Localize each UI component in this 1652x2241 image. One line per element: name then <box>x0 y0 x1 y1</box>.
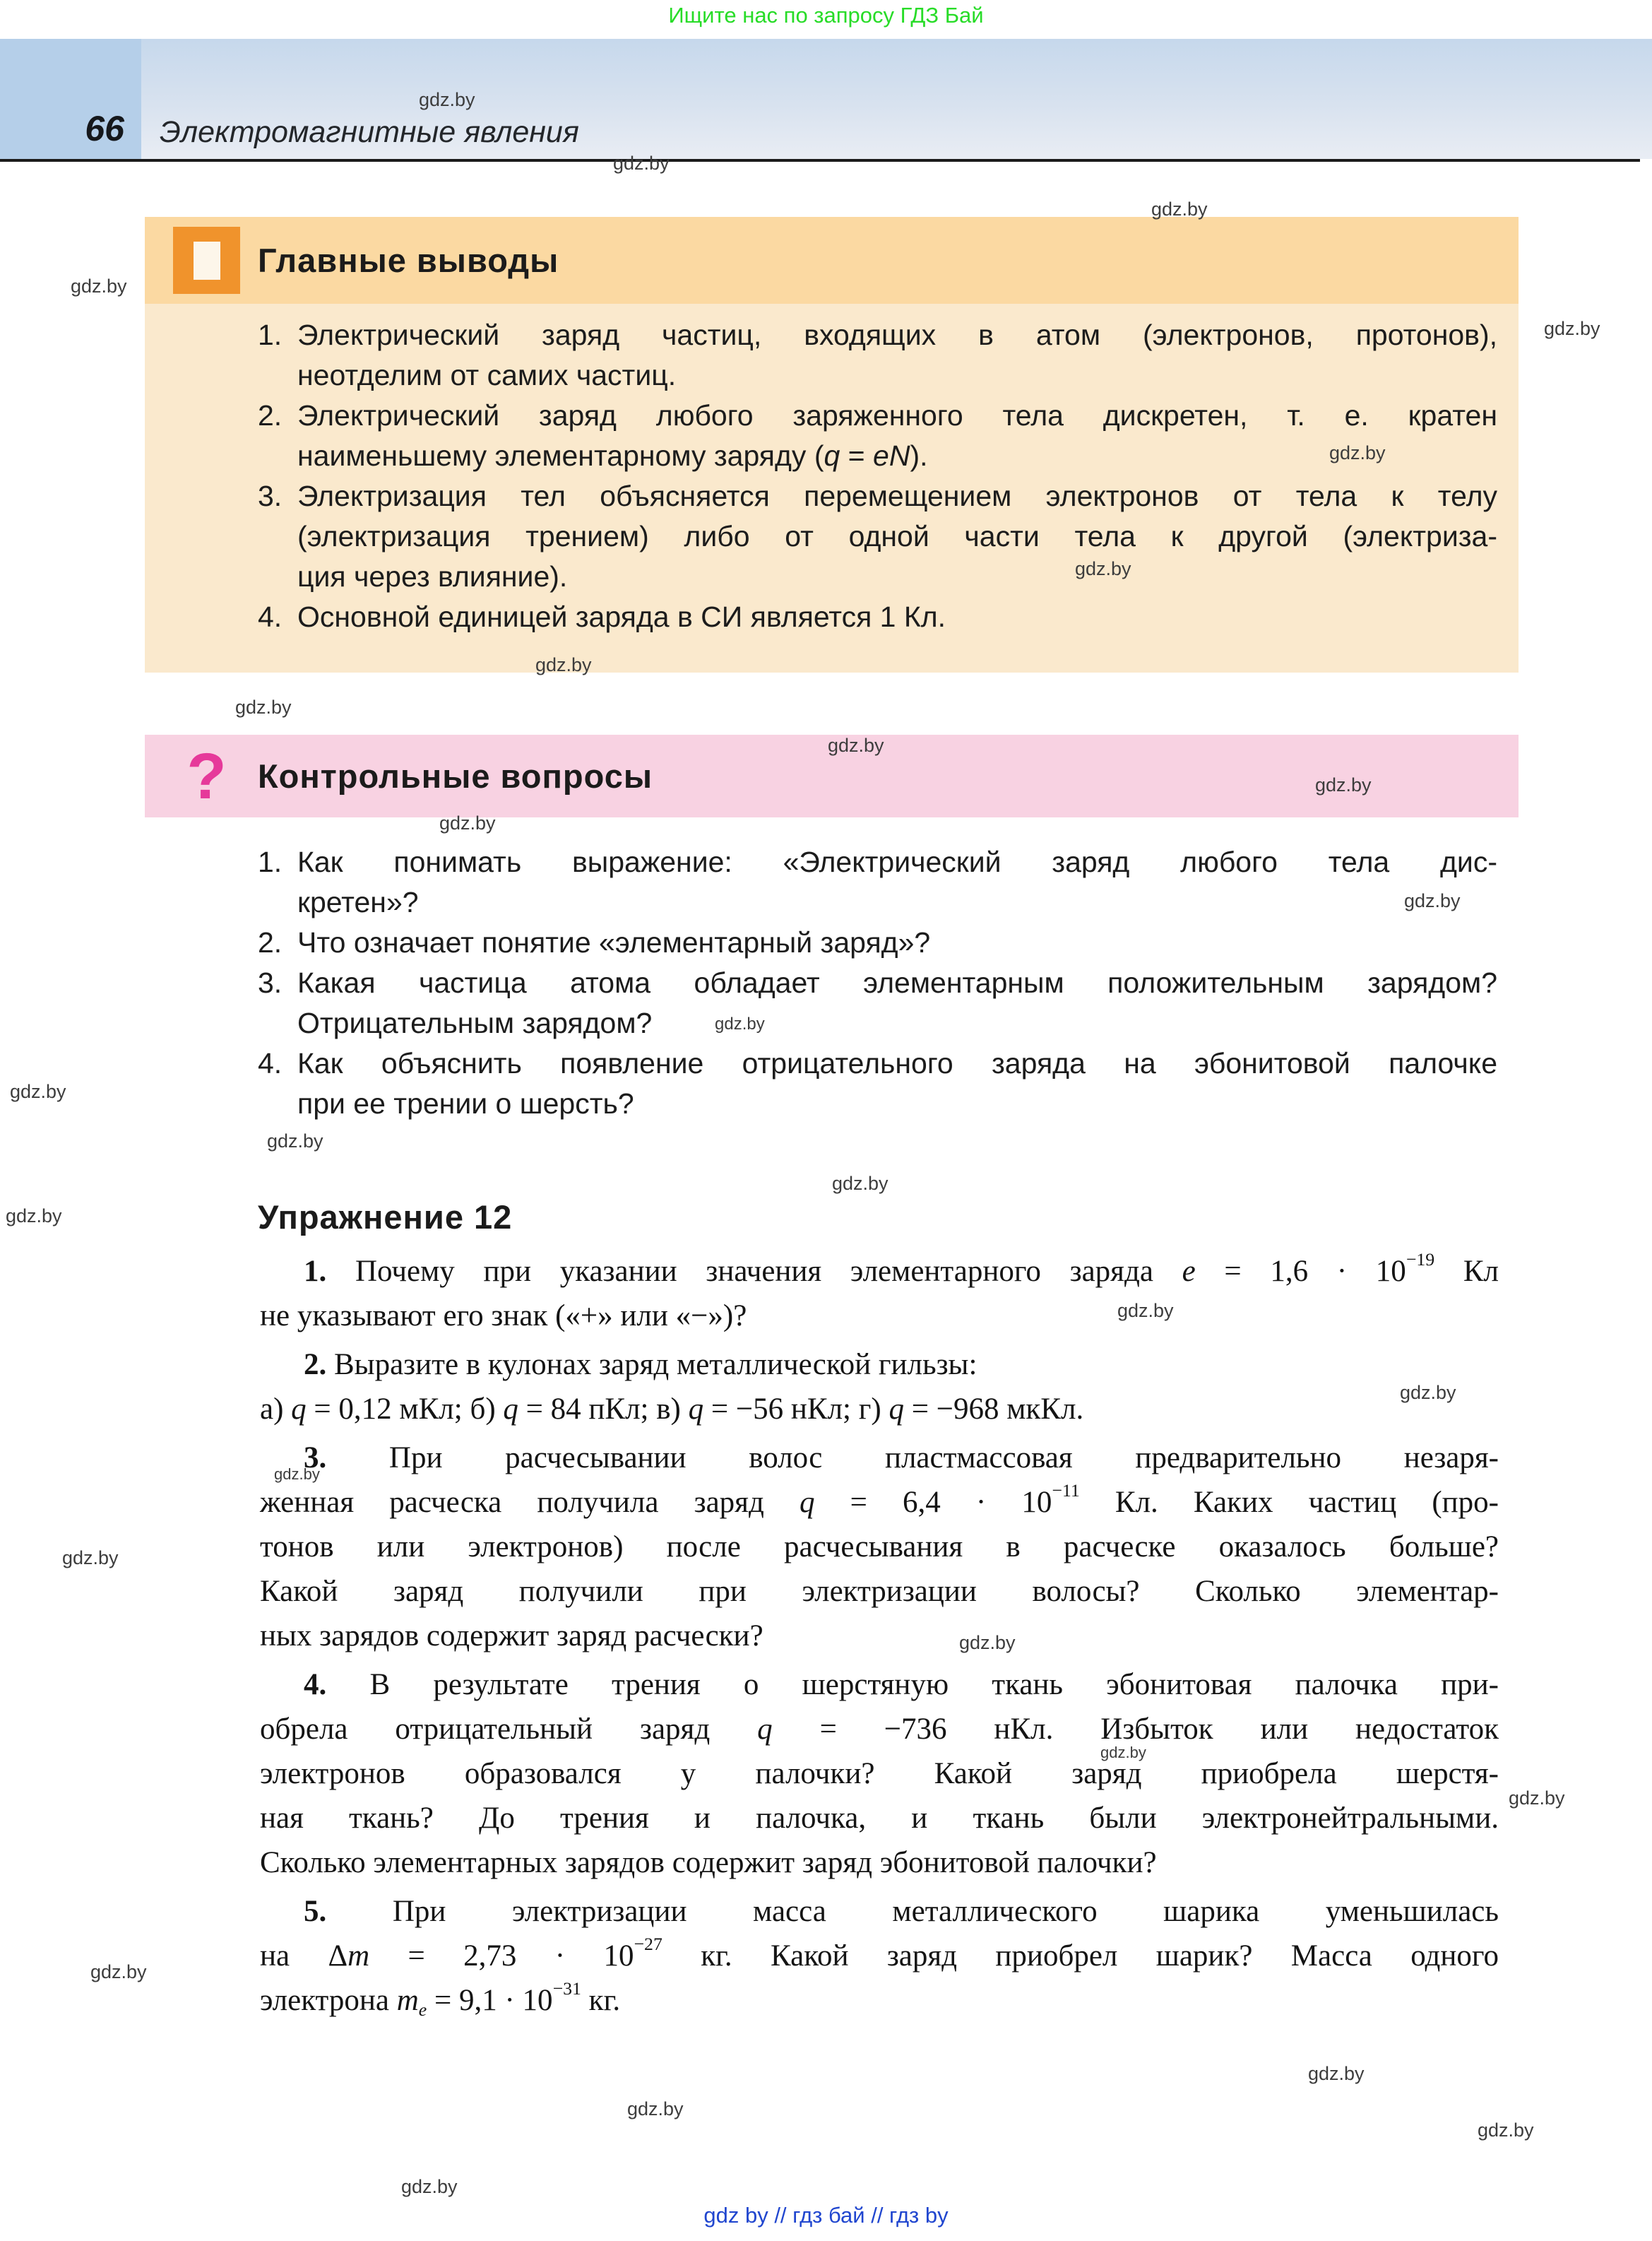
list-item-text <box>297 396 1497 476</box>
watermark: gdz.by <box>1329 442 1386 463</box>
list-item-text <box>297 963 1497 1043</box>
page-header <box>0 39 1652 159</box>
text-line: Что означает понятие «элементарный заряд»? <box>297 926 931 959</box>
watermark: gdz.by <box>1117 1300 1174 1321</box>
text-line: Как понимать выражение: «Электрический заряд любого тела дис- <box>297 846 1497 878</box>
list-item-number: 3. <box>258 966 283 999</box>
watermark: gdz.by <box>828 735 884 756</box>
text-line: электрона $m_e = 9,1 \cdot 10^{-31}$ кг. <box>260 1978 621 2020</box>
list-item <box>258 315 1497 396</box>
watermark: gdz.by <box>1478 2119 1534 2141</box>
text-line: тонов или электронов) после расчесывания в расческе оказалось больше? <box>260 1530 1499 1563</box>
exercise-title: Упражнение 12 <box>258 1198 513 1236</box>
watermark: gdz.by <box>613 153 670 174</box>
text-line: (электризация трением) либо от одной части тела к другой (электриза- <box>297 520 1497 552</box>
watermark: gdz.by <box>235 697 292 718</box>
watermark: gdz.by <box>267 1130 323 1152</box>
text-line: Электризация тел объясняется перемещением электронов от тела к телу <box>297 480 1497 512</box>
page-number: 66 <box>85 109 124 148</box>
watermark: gdz.by <box>1315 774 1372 796</box>
square-bullet-icon <box>173 227 240 294</box>
page-number-box <box>0 39 141 159</box>
exercise-paragraph <box>260 1249 1499 1338</box>
list-item-number: 2. <box>258 399 283 432</box>
watermark: gdz.by <box>1100 1744 1146 1761</box>
text-line: ция через влияние). <box>297 560 568 593</box>
list-item-number: 1. <box>258 846 283 878</box>
watermark: gdz.by <box>6 1205 62 1226</box>
square-bullet-inner <box>194 242 220 280</box>
watermark: gdz.by <box>1509 1787 1565 1809</box>
text-line: Как объяснить появление отрицательного заряда на эбонитовой палочке <box>297 1047 1497 1080</box>
watermark: gdz.by <box>401 2176 458 2197</box>
watermark: gdz.by <box>1075 558 1131 579</box>
text-line: 5. При электризации масса металлического шарика уменьшилась <box>304 1895 1499 1928</box>
list-item-number: 4. <box>258 601 283 633</box>
exercise-paragraph <box>260 1342 1499 1431</box>
watermark: gdz.by <box>439 812 496 834</box>
text-line: ная ткань? До трения и палочка, и ткань были электронейтральными. <box>260 1802 1499 1835</box>
watermark: gdz.by <box>71 276 127 297</box>
watermark: gdz.by <box>62 1547 119 1568</box>
text-line: Отрицательным зарядом? <box>297 1007 653 1039</box>
chapter-title-band <box>141 39 1652 159</box>
text-line: на $\Delta m = 2,73 \cdot 10^{-27}$ кг. Какой заряд приобрел шарик? Масса одного <box>260 1934 1499 1973</box>
text-line: ных зарядов содержит заряд расчески? <box>260 1619 763 1652</box>
watermark: gdz.by <box>419 89 475 110</box>
list-item <box>258 396 1497 476</box>
list-item-text <box>297 1043 1497 1124</box>
text-line: кретен»? <box>297 886 419 918</box>
conclusions-box <box>145 217 1519 673</box>
questions-list <box>258 842 1497 1124</box>
exercise-paragraph <box>260 1662 1499 1885</box>
text-line: не указывают его знак («+» или «−»)? <box>260 1299 747 1332</box>
conclusions-box-header <box>145 217 1519 304</box>
exercise-paragraphs <box>260 1249 1499 2027</box>
list-item <box>258 842 1497 923</box>
chapter-title: Электромагнитные явления <box>160 114 579 149</box>
watermark: gdz.by <box>1404 890 1461 911</box>
watermark: gdz.by <box>1400 1382 1456 1403</box>
text-line: неотделим от самих частиц. <box>297 359 677 391</box>
list-item <box>258 963 1497 1043</box>
text-line: наименьшему элементарному заряду (q = eN). <box>297 439 928 472</box>
watermark: gdz.by <box>832 1173 889 1194</box>
text-line: Электрический заряд любого заряженного тела дискретен, т. е. кратен <box>297 399 1497 432</box>
list-item <box>258 1043 1497 1124</box>
text-line: 2. Выразите в кулонах заряд металлической гильзы: <box>304 1348 977 1381</box>
list-item-number: 3. <box>258 480 283 512</box>
watermark: gdz.by <box>1308 2063 1365 2084</box>
questions-title: Контрольные вопросы <box>258 757 653 795</box>
text-line: обрела отрицательный заряд q = −736 нКл. Избыток или недостаток <box>260 1713 1499 1746</box>
watermark: gdz.by <box>627 2098 684 2119</box>
list-item <box>258 923 1497 963</box>
list-item-number: 2. <box>258 926 283 959</box>
list-item-text <box>297 842 1497 923</box>
list-item-number: 4. <box>258 1047 283 1080</box>
text-line: Электрический заряд частиц, входящих в атом (электронов, протонов), <box>297 319 1497 351</box>
text-line: Основной единицей заряда в СИ является 1 Кл. <box>297 601 946 633</box>
watermark: gdz.by <box>715 1015 765 1034</box>
watermark: gdz.by <box>1151 199 1208 220</box>
exercise-paragraph <box>260 1889 1499 2023</box>
text-line: при ее трении о шерсть? <box>297 1087 634 1120</box>
text-line: женная расческа получила заряд $q = 6,4 \cdot 10^{-11}$ Кл. Каких частиц (про- <box>260 1480 1499 1519</box>
watermark: gdz.by <box>90 1961 147 1982</box>
list-item <box>258 597 1497 637</box>
text-line: 3. При расчесывании волос пластмассовая предварительно незаря- <box>304 1441 1499 1474</box>
text-line: 4. В результате трения о шерстяную ткань эбонитовая палочка при- <box>304 1668 1499 1701</box>
watermark: gdz.by <box>10 1081 66 1102</box>
text-line: а) q = 0,12 мКл; б) q = 84 пКл; в) q = −56 нКл; г) q = −968 мкКл. <box>260 1393 1084 1426</box>
list-item-text <box>297 315 1497 396</box>
conclusions-title: Главные выводы <box>258 242 559 279</box>
exercise-paragraph <box>260 1436 1499 1658</box>
footer-links: gdz by // гдз бай // гдз by <box>703 2203 949 2228</box>
text-line: электронов образовался у палочки? Какой заряд приобрела шерстя- <box>260 1757 1499 1790</box>
header-rule <box>0 159 1640 162</box>
watermark: gdz.by <box>535 654 592 675</box>
list-item-text <box>297 476 1497 597</box>
watermark: gdz.by <box>274 1465 320 1483</box>
question-mark-icon: ? <box>186 740 227 812</box>
list-item-text <box>297 923 1497 963</box>
conclusions-list <box>145 304 1519 637</box>
list-item-text <box>297 597 1497 637</box>
watermark: gdz.by <box>1544 318 1600 339</box>
list-item-number: 1. <box>258 319 283 351</box>
text-line: 1. Почему при указании значения элементарного заряда $e = 1,6 \cdot 10^{-19}$ Кл <box>304 1249 1499 1288</box>
watermark: gdz.by <box>959 1632 1016 1653</box>
text-line: Какой заряд получили при электризации волосы? Сколько элементар- <box>260 1575 1499 1608</box>
list-item <box>258 476 1497 597</box>
text-line: Сколько элементарных зарядов содержит заряд эбонитовой палочки? <box>260 1846 1157 1879</box>
text-line: Какая частица атома обладает элементарным положительным зарядом? <box>297 966 1497 999</box>
promo-banner: Ищите нас по запросу ГДЗ Бай <box>668 3 984 28</box>
